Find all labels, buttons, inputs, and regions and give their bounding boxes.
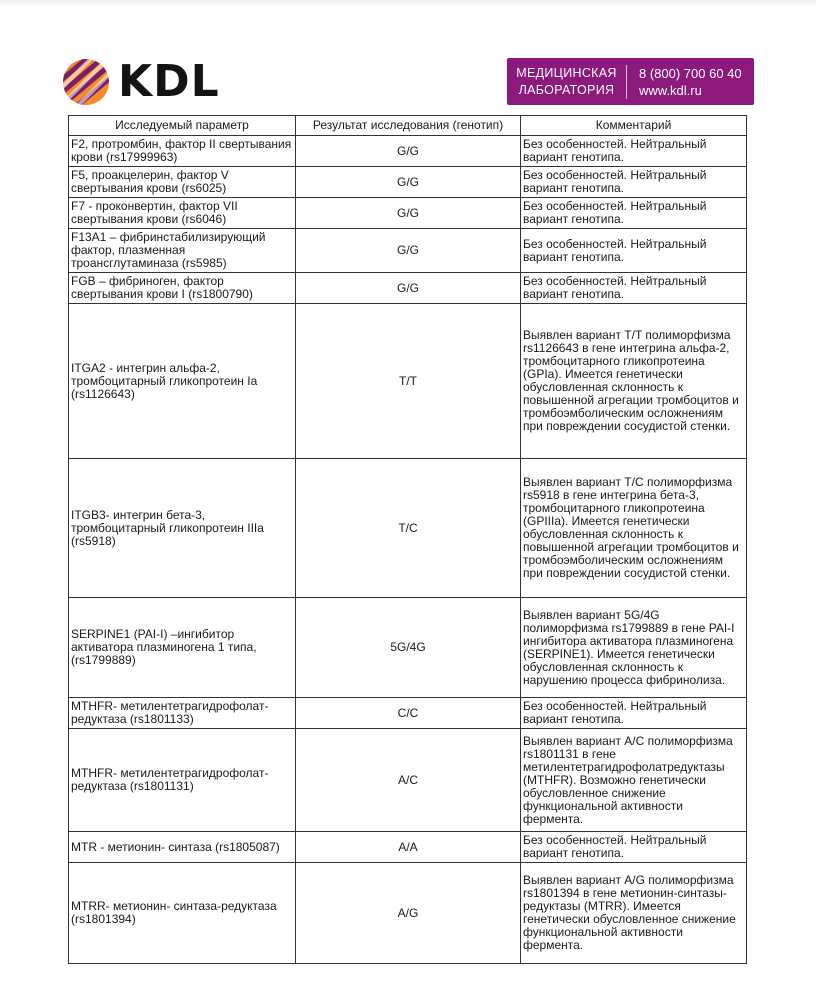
genotype-result-cell: T/T	[296, 304, 521, 459]
parameter-cell: SERPINE1 (PAI-I) –ингибитор активатора плазминогена 1 типа, (rs1799889)	[69, 598, 296, 698]
genotype-result-cell: G/G	[296, 273, 521, 304]
table-row	[69, 167, 747, 198]
parameter-cell: F5, проакцелерин, фактор V свертывания крови (rs6025)	[69, 167, 296, 198]
logo-wordmark: KDL	[118, 56, 220, 107]
comment-cell: Без особенностей. Нейтральный вариант генотипа.	[521, 832, 747, 863]
comment-cell: Выявлен вариант A/C полиморфизма rs1801131 в гене метилентетрагидрофолатредуктазы (MTHFR). Возможно генетически обусловленное снижение функциональной активности фермента.	[521, 729, 747, 832]
column-header-comment: Комментарий	[521, 116, 747, 136]
genotype-result-cell: 5G/4G	[296, 598, 521, 698]
table-row	[69, 459, 747, 598]
lab-contact-badge	[507, 58, 754, 105]
table-row	[69, 832, 747, 863]
badge-lab-line1: МЕДИЦИНСКАЯ	[516, 65, 617, 80]
parameter-cell: ITGB3- интегрин бета-3, тромбоцитарный гликопротеин IIIa (rs5918)	[69, 459, 296, 598]
genotype-result-cell: G/G	[296, 198, 521, 229]
table-row	[69, 598, 747, 698]
table-header-row	[69, 116, 747, 136]
genotype-result-cell: A/C	[296, 729, 521, 832]
parameter-cell: F7 - проконвертин, фактор VII свертывания крови (rs6046)	[69, 198, 296, 229]
genotype-result-cell: G/G	[296, 136, 521, 167]
table-row	[69, 304, 747, 459]
table-row	[69, 136, 747, 167]
genetic-results-table	[68, 115, 747, 964]
parameter-cell: F13A1 – фибринстабилизирующий фактор, плазменная троансглутаминаза (rs5985)	[69, 229, 296, 273]
table-row	[69, 698, 747, 729]
parameter-cell: ITGA2 - интегрин альфа-2, тромбоцитарный гликопротеин Ia (rs1126643)	[69, 304, 296, 459]
genotype-result-cell: A/G	[296, 863, 521, 964]
parameter-cell: MTHFR- метилентетрагидрофолат-редуктаза (rs1801131)	[69, 729, 296, 832]
page-top-edge	[0, 0, 816, 8]
column-header-parameter: Исследуемый параметр	[69, 116, 296, 136]
comment-cell: Без особенностей. Нейтральный вариант генотипа.	[521, 229, 747, 273]
genotype-result-cell: A/A	[296, 832, 521, 863]
parameter-cell: FGB – фибриноген, фактор свертывания крови I (rs1800790)	[69, 273, 296, 304]
genotype-result-cell: C/C	[296, 698, 521, 729]
comment-cell: Выявлен вариант T/T полиморфизма rs1126643 в гене интегрина альфа-2, тромбоцитарного гликопротеина (GPIa). Имеется генетически обусловленная склонность к повышенной агрегации тромбоцитов и тромбоэмболическим осложнениям при повреждении сосудистой стенки.	[521, 304, 747, 459]
comment-cell: Без особенностей. Нейтральный вариант генотипа.	[521, 136, 747, 167]
comment-cell: Без особенностей. Нейтральный вариант генотипа.	[521, 698, 747, 729]
comment-cell: Без особенностей. Нейтральный вариант генотипа.	[521, 273, 747, 304]
table-row	[69, 729, 747, 832]
genotype-result-cell: G/G	[296, 167, 521, 198]
table-row	[69, 198, 747, 229]
comment-cell: Без особенностей. Нейтральный вариант генотипа.	[521, 198, 747, 229]
genotype-result-cell: G/G	[296, 229, 521, 273]
parameter-cell: MTRR- метионин- синтаза-редуктаза (rs1801394)	[69, 863, 296, 964]
badge-lab-line2: ЛАБОРАТОРИЯ	[518, 82, 615, 97]
table-row	[69, 863, 747, 964]
comment-cell: Без особенностей. Нейтральный вариант генотипа.	[521, 167, 747, 198]
genotype-result-cell: T/C	[296, 459, 521, 598]
badge-lab-name	[507, 65, 627, 99]
comment-cell: Выявлен вариант 5G/4G полиморфизма rs1799889 в гене PAI-I ингибитора активатора плазминогена (SERPINE1). Имеется генетически обусловленная склонность к нарушению процесса фибринолиза.	[521, 598, 747, 698]
badge-phone[interactable]: 8 (800) 700 60 40	[639, 65, 742, 81]
table-row	[69, 273, 747, 304]
parameter-cell: MTR - метионин- синтаза (rs1805087)	[69, 832, 296, 863]
parameter-cell: MTHFR- метилентетрагидрофолат-редуктаза (rs1801133)	[69, 698, 296, 729]
badge-website-link[interactable]: www.kdl.ru	[639, 82, 702, 98]
table-row	[69, 229, 747, 273]
parameter-cell: F2, протромбин, фактор II свертывания крови (rs17999963)	[69, 136, 296, 167]
column-header-result: Результат исследования (генотип)	[296, 116, 521, 136]
comment-cell: Выявлен вариант T/C полиморфизма rs5918 в гене интегрина бета-3, тромбоцитарного гликопротеина (GPIIIa). Имеется генетически обусловленная склонность к повышенной агрегации тромбоцитов и тромбоэмболическим осложнениям при повреждении сосудистой стенки.	[521, 459, 747, 598]
kdl-logo-icon	[62, 58, 110, 106]
kdl-logo	[62, 56, 220, 108]
comment-cell: Выявлен вариант A/G полиморфизма rs1801394 в гене метионин-синтазы-редуктазы (MTRR). Имеется генетически обусловленное снижение функциональной активности фермента.	[521, 863, 747, 964]
badge-contacts	[627, 65, 742, 99]
